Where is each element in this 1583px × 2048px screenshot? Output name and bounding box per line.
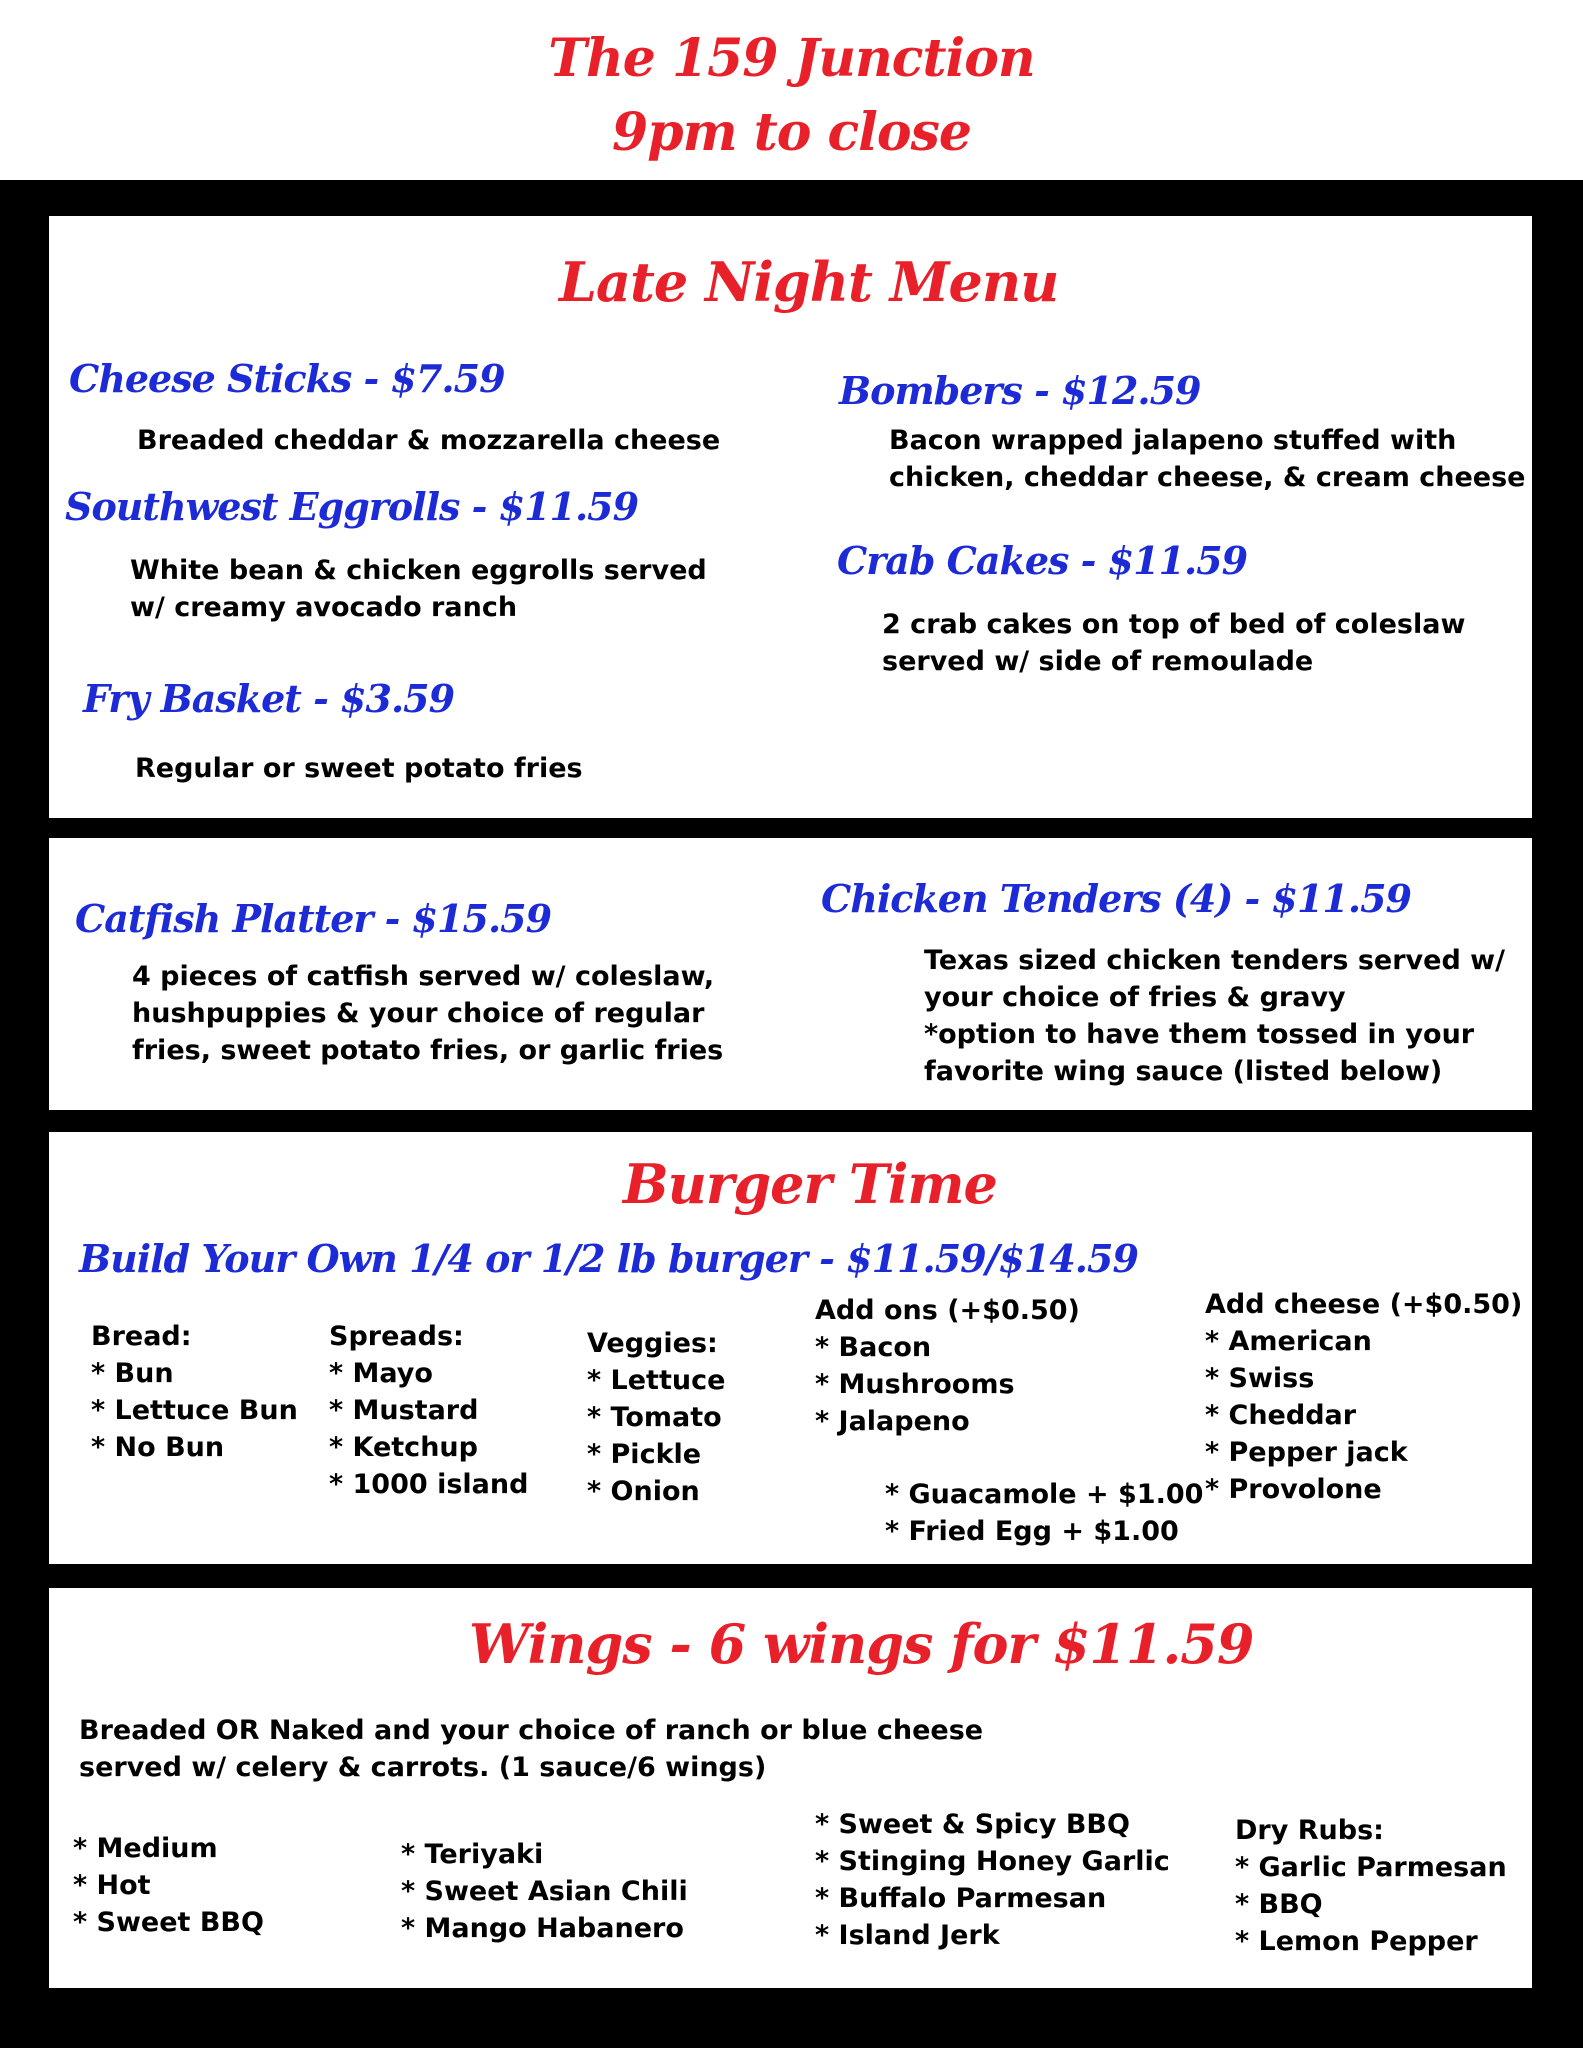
addons-heading: Add ons (+$0.50) bbox=[815, 1295, 1080, 1326]
crab-cakes-desc-1: 2 crab cakes on top of bed of coleslaw bbox=[882, 609, 1466, 640]
veggies-item: * Lettuce bbox=[587, 1365, 726, 1396]
hours-text: 9pm to close bbox=[612, 102, 971, 163]
late-night-title: Late Night Menu bbox=[559, 250, 1059, 314]
wings-panel bbox=[49, 1588, 1532, 1988]
tenders-desc-3: *option to have them tossed in your bbox=[924, 1019, 1475, 1050]
dry-rub-item: * Lemon Pepper bbox=[1235, 1926, 1478, 1957]
bread-item: * No Bun bbox=[91, 1432, 225, 1463]
bread-item: * Bun bbox=[91, 1358, 174, 1389]
wing-sauce-item: * Medium bbox=[73, 1833, 218, 1864]
bombers-desc-2: chicken, cheddar cheese, & cream cheese bbox=[889, 462, 1526, 493]
burger-title: Burger Time bbox=[623, 1152, 997, 1216]
cheese-item: * Provolone bbox=[1205, 1474, 1382, 1505]
spreads-item: * Ketchup bbox=[329, 1432, 478, 1463]
tenders-desc-1: Texas sized chicken tenders served w/ bbox=[924, 945, 1505, 976]
dry-rub-item: * BBQ bbox=[1235, 1889, 1323, 1920]
cheese-heading: Add cheese (+$0.50) bbox=[1205, 1289, 1523, 1320]
spreads-item: * 1000 island bbox=[329, 1469, 529, 1500]
wings-desc-2: served w/ celery & carrots. (1 sauce/6 wings) bbox=[79, 1752, 767, 1783]
wings-title: Wings - 6 wings for $11.59 bbox=[469, 1612, 1254, 1676]
spreads-heading: Spreads: bbox=[329, 1321, 464, 1352]
wing-sauce-item: * Mango Habanero bbox=[401, 1913, 684, 1944]
restaurant-name: The 159 Junction bbox=[548, 28, 1035, 89]
wings-desc-1: Breaded OR Naked and your choice of ranch or blue cheese bbox=[79, 1715, 984, 1746]
bombers-desc-1: Bacon wrapped jalapeno stuffed with bbox=[889, 425, 1457, 456]
fry-basket-desc: Regular or sweet potato fries bbox=[135, 753, 583, 784]
wing-sauce-item: * Sweet BBQ bbox=[73, 1907, 264, 1938]
bombers-title: Bombers - $12.59 bbox=[839, 368, 1201, 413]
platters-panel bbox=[49, 838, 1532, 1110]
burger-subtitle: Build Your Own 1/4 or 1/2 lb burger - $11.59/$14.59 bbox=[79, 1236, 1138, 1281]
eggrolls-desc-1: White bean & chicken eggrolls served bbox=[130, 555, 707, 586]
eggrolls-title: Southwest Eggrolls - $11.59 bbox=[65, 484, 639, 529]
tenders-desc-4: favorite wing sauce (listed below) bbox=[924, 1056, 1443, 1087]
catfish-desc-1: 4 pieces of catfish served w/ coleslaw, bbox=[132, 961, 715, 992]
spreads-item: * Mayo bbox=[329, 1358, 433, 1389]
wing-sauce-item: * Hot bbox=[73, 1870, 151, 1901]
premium-addon-item: * Fried Egg + $1.00 bbox=[885, 1516, 1179, 1547]
addons-item: * Bacon bbox=[815, 1332, 932, 1363]
wing-sauce-item: * Island Jerk bbox=[815, 1920, 1000, 1951]
wing-sauce-item: * Sweet & Spicy BBQ bbox=[815, 1809, 1130, 1840]
wing-sauce-item: * Teriyaki bbox=[401, 1839, 544, 1870]
dry-rubs-heading: Dry Rubs: bbox=[1235, 1815, 1384, 1846]
catfish-desc-2: hushpuppies & your choice of regular bbox=[132, 998, 705, 1029]
crab-cakes-desc-2: served w/ side of remoulade bbox=[882, 646, 1314, 677]
wing-sauce-item: * Buffalo Parmesan bbox=[815, 1883, 1107, 1914]
fry-basket-title: Fry Basket - $3.59 bbox=[83, 676, 455, 721]
frame-side-tab bbox=[8, 1108, 20, 1130]
wing-sauce-item: * Sweet Asian Chili bbox=[401, 1876, 688, 1907]
tenders-desc-2: your choice of fries & gravy bbox=[924, 982, 1346, 1013]
addons-item: * Mushrooms bbox=[815, 1369, 1015, 1400]
catfish-desc-3: fries, sweet potato fries, or garlic fries bbox=[132, 1035, 724, 1066]
bread-heading: Bread: bbox=[91, 1321, 192, 1352]
veggies-heading: Veggies: bbox=[587, 1328, 718, 1359]
dry-rub-item: * Garlic Parmesan bbox=[1235, 1852, 1507, 1883]
cheese-item: * Cheddar bbox=[1205, 1400, 1357, 1431]
spreads-item: * Mustard bbox=[329, 1395, 479, 1426]
wing-sauce-item: * Stinging Honey Garlic bbox=[815, 1846, 1170, 1877]
cheese-item: * American bbox=[1205, 1326, 1372, 1357]
veggies-item: * Tomato bbox=[587, 1402, 722, 1433]
addons-item: * Jalapeno bbox=[815, 1406, 970, 1437]
premium-addon-item: * Guacamole + $1.00 bbox=[885, 1479, 1204, 1510]
veggies-item: * Pickle bbox=[587, 1439, 702, 1470]
tenders-title: Chicken Tenders (4) - $11.59 bbox=[821, 876, 1411, 921]
bread-item: * Lettuce Bun bbox=[91, 1395, 298, 1426]
cheese-sticks-desc: Breaded cheddar & mozzarella cheese bbox=[137, 425, 721, 456]
late-night-panel bbox=[49, 216, 1532, 818]
eggrolls-desc-2: w/ creamy avocado ranch bbox=[130, 592, 518, 623]
cheese-item: * Swiss bbox=[1205, 1363, 1315, 1394]
crab-cakes-title: Crab Cakes - $11.59 bbox=[837, 538, 1248, 583]
frame-left-notch bbox=[0, 180, 14, 214]
cheese-sticks-title: Cheese Sticks - $7.59 bbox=[69, 356, 505, 401]
burger-panel bbox=[49, 1132, 1532, 1564]
cheese-item: * Pepper jack bbox=[1205, 1437, 1408, 1468]
veggies-item: * Onion bbox=[587, 1476, 700, 1507]
catfish-title: Catfish Platter - $15.59 bbox=[75, 896, 552, 941]
